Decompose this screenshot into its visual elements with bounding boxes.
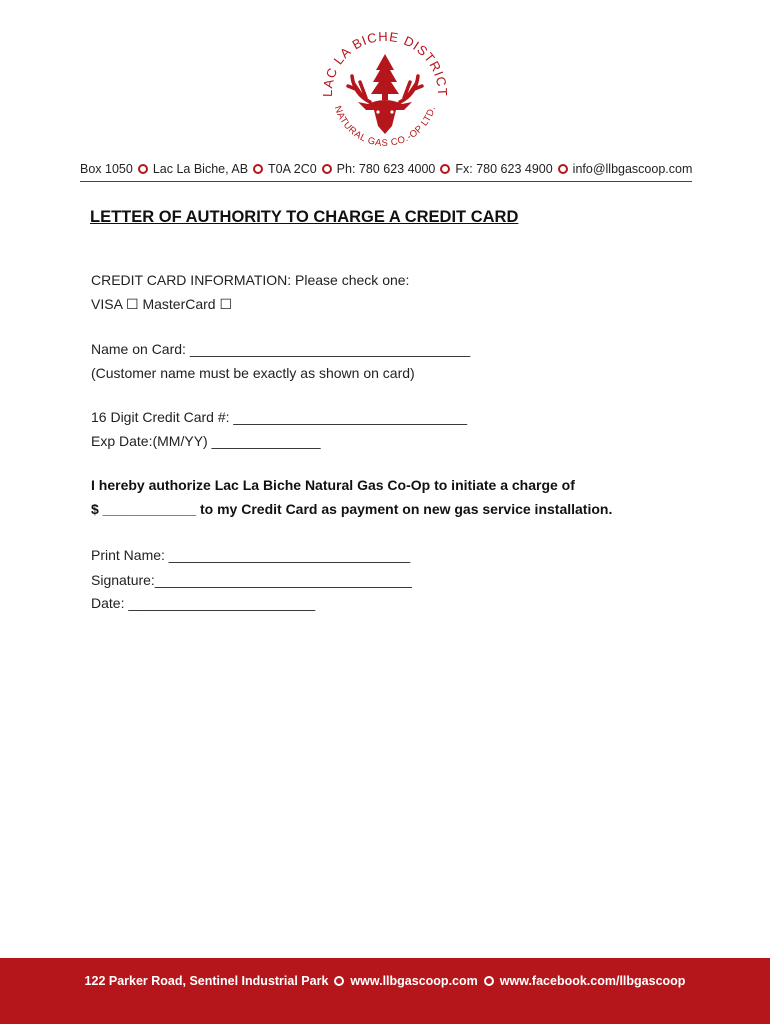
footer-website-link[interactable]: www.llbgascoop.com <box>350 974 478 988</box>
bullet-icon <box>334 976 344 986</box>
bullet-icon <box>484 976 494 986</box>
mailing-box: Box 1050 <box>80 162 133 176</box>
signature-field[interactable]: Signature:_________________________________ <box>91 572 412 588</box>
svg-text:NATURAL GAS CO.-OP LTD.: NATURAL GAS CO.-OP LTD. <box>331 104 439 149</box>
name-on-card-field[interactable]: Name on Card: ____________________________________ <box>91 341 471 357</box>
bullet-icon <box>322 164 332 174</box>
svg-text:LAC LA BICHE DISTRICT: LAC LA BICHE DISTRICT <box>319 28 451 98</box>
email-address[interactable]: info@llbgascoop.com <box>572 162 693 176</box>
company-logo <box>318 18 452 160</box>
date-field[interactable]: Date: ________________________ <box>91 595 316 611</box>
city-province: Lac La Biche, AB <box>152 162 249 176</box>
footer-address: 122 Parker Road, Sentinel Industrial Park <box>84 974 329 988</box>
authorization-statement: I hereby authorize Lac La Biche Natural Gas Co-Op to initiate a charge of <box>91 477 575 493</box>
exp-date-field[interactable]: Exp Date:(MM/YY) ______________ <box>91 433 321 449</box>
footer-facebook-link[interactable]: www.facebook.com/llbgascoop <box>499 974 686 988</box>
document-title: LETTER OF AUTHORITY TO CHARGE A CREDIT CARD <box>90 208 519 226</box>
bullet-icon <box>440 164 450 174</box>
contact-bar <box>80 160 692 182</box>
bullet-icon <box>253 164 263 174</box>
card-type-checkboxes[interactable]: VISA ☐ MasterCard ☐ <box>91 296 233 312</box>
elk-seal-icon <box>318 18 452 160</box>
postal-code: T0A 2C0 <box>268 162 317 176</box>
cc-info-heading: CREDIT CARD INFORMATION: Please check one: <box>91 272 410 288</box>
card-number-field[interactable]: 16 Digit Credit Card #: ______________________________ <box>91 409 467 425</box>
bullet-icon <box>558 164 568 174</box>
authorization-amount-field[interactable]: $ ____________ to my Credit Card as payment on new gas service installation. <box>91 501 613 517</box>
phone-number: Ph: 780 623 4000 <box>336 162 436 176</box>
print-name-field[interactable]: Print Name: _______________________________ <box>91 547 411 563</box>
footer-bar <box>0 958 770 1024</box>
bullet-icon <box>138 164 148 174</box>
name-note: (Customer name must be exactly as shown on card) <box>91 365 415 381</box>
fax-number: Fx: 780 623 4900 <box>455 162 553 176</box>
